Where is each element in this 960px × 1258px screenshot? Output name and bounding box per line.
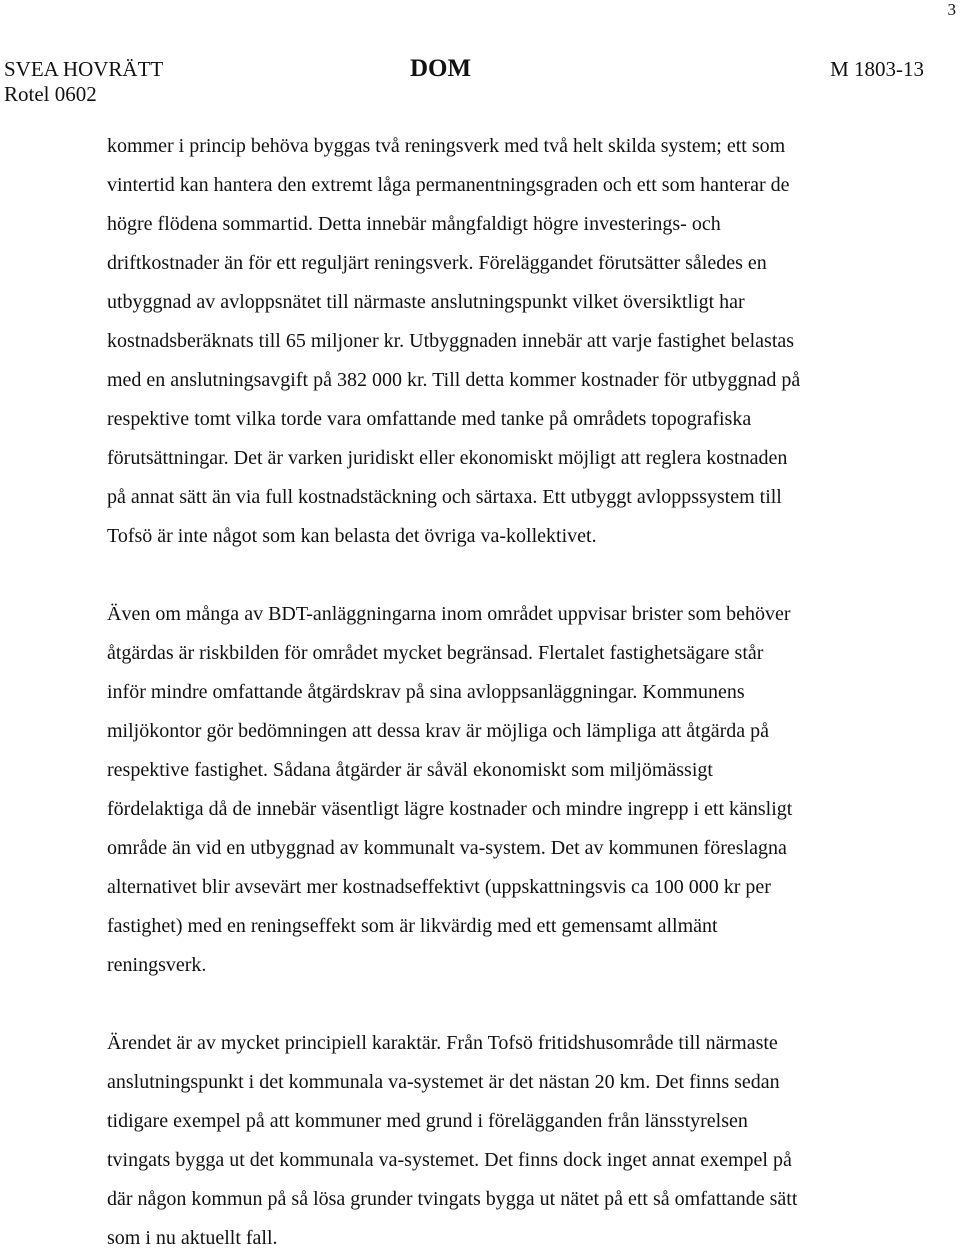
text-line: med en anslutningsavgift på 382 000 kr. Till detta kommer kostnader för utbyggnad på [107,369,801,391]
text-line: Även om många av BDT-anläggningarna inom området uppvisar brister som behöver [107,603,791,625]
document-header [4,56,924,108]
text-line: åtgärdas är riskbilden för området mycket begränsad. Flertalet fastighetsägare står [107,642,764,664]
text-line: Tofsö är inte något som kan belasta det övriga va-kollektivet. [107,525,597,547]
paragraph-3 [107,1024,907,1258]
text-line: tvingats bygga ut det kommunala va-systemet. Det finns dock inget annat exempel på [107,1149,792,1171]
text-line: reningsverk. [107,954,207,976]
text-line: fördelaktiga då de innebär väsentligt lägre kostnader och mindre ingrepp i ett känsligt [107,798,793,820]
text-line: respektive tomt vilka torde vara omfattande med tanke på områdets topografiska [107,408,752,430]
document-body [107,127,907,1258]
text-line: miljökontor gör bedömningen att dessa krav är möjliga och lämpliga att åtgärda på [107,720,770,742]
paragraph-2 [107,595,907,985]
text-line: kommer i princip behöva byggas två reningsverk med två helt skilda system; ett som [107,135,786,157]
text-line: utbyggnad av avloppsnätet till närmaste anslutningspunkt vilket översiktligt har [107,291,745,313]
text-line: på annat sätt än via full kostnadstäckning och särtaxa. Ett utbyggt avloppssystem till [107,486,782,508]
text-line: respektive fastighet. Sådana åtgärder är såväl ekonomiskt som miljömässigt [107,759,713,781]
page-number: 3 [947,0,956,19]
court-name: SVEA HOVRÄTT [4,57,164,81]
text-line: högre flödena sommartid. Detta innebär mångfaldigt högre investerings- och [107,213,721,235]
document-type-title: DOM [410,55,472,82]
text-line: anslutningspunkt i det kommunala va-systemet är det nästan 20 km. Det finns sedan [107,1071,780,1093]
text-line: förutsättningar. Det är varken juridiskt eller ekonomiskt möjligt att reglera kostnaden [107,447,788,469]
text-line: där någon kommun på så lösa grunder tvingats bygga ut nätet på ett så omfattande sätt [107,1188,798,1210]
text-line: vintertid kan hantera den extremt låga permanentningsgraden och ett som hanterar de [107,174,790,196]
text-line: inför mindre omfattande åtgärdskrav på sina avloppsanläggningar. Kommunens [107,681,745,703]
text-line: tidigare exempel på att kommuner med grund i förelägganden från länsstyrelsen [107,1110,748,1132]
paragraph-1 [107,127,907,556]
text-line: driftkostnader än för ett reguljärt reningsverk. Föreläggandet förutsätter således en [107,252,767,274]
case-number: M 1803-13 [830,57,924,81]
text-line: fastighet) med en reningseffekt som är likvärdig med ett gemensamt allmänt [107,915,718,937]
text-line: område än vid en utbyggnad av kommunalt va-system. Det av kommunen föreslagna [107,837,787,859]
text-line: alternativet blir avsevärt mer kostnadseffektivt (uppskattningsvis ca 100 000 kr per [107,876,771,898]
department-label: Rotel 0602 [4,82,97,106]
text-line: som i nu aktuellt fall. [107,1227,278,1249]
text-line: kostnadsberäknats till 65 miljoner kr. Utbyggnaden innebär att varje fastighet belastas [107,330,795,352]
text-line: Ärendet är av mycket principiell karaktär. Från Tofsö fritidshusområde till närmaste [107,1032,778,1054]
